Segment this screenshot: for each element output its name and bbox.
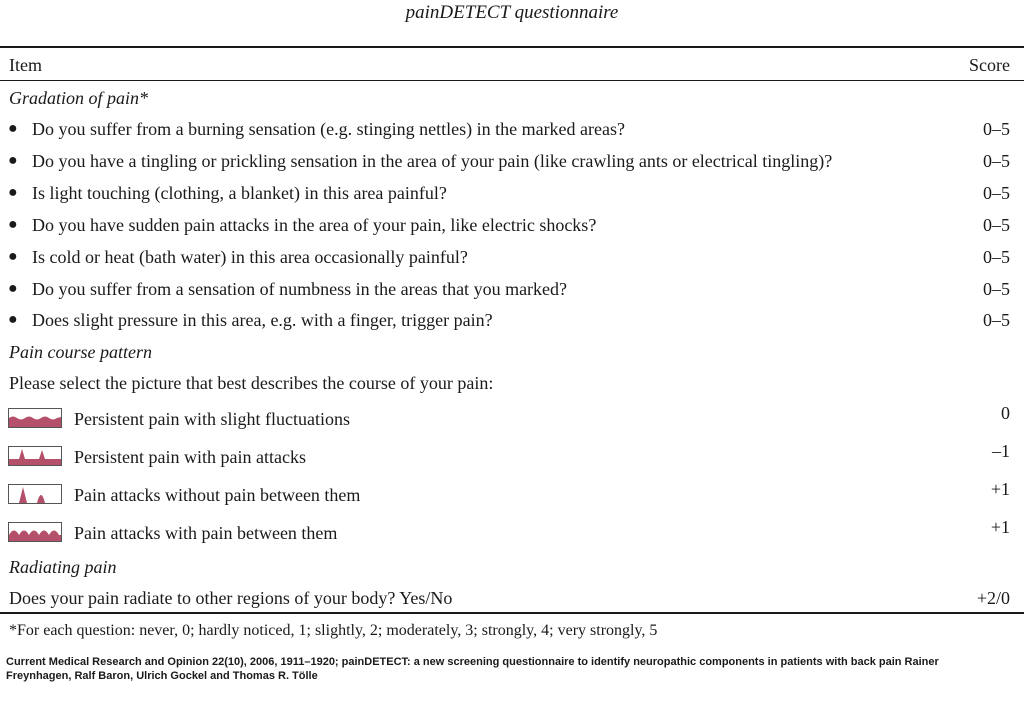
attacks-with-pain-icon — [8, 522, 62, 542]
list-item: ● Is light touching (clothing, a blanket) in this area painful? 0–5 — [8, 183, 1010, 203]
list-item: ● Do you have a tingling or prickling sensation in the area of your pain (like crawling ants or electrical tingling)? 0–5 — [8, 151, 1010, 171]
radiating-item: Does your pain radiate to other regions of your body? Yes/No +2/0 — [9, 588, 1010, 608]
persistent-fluctuation-icon — [8, 408, 62, 428]
table-header-rule — [0, 80, 1024, 81]
table-header — [0, 50, 1024, 80]
list-item: ● Do you suffer from a burning sensation (e.g. stinging nettles) in the marked areas? 0–5 — [8, 119, 1010, 139]
section-course: Pain course pattern — [9, 342, 152, 362]
pattern-option[interactable]: Persistent pain with pain attacks –1 — [0, 442, 1024, 472]
citation: Current Medical Research and Opinion 22(10), 2006, 1911–1920; painDETECT: a new screening questionnaire to identify neuropathic components in patients with back pain Rainer Freynhagen, Ralf Baron, Ulrich Gockel and Thomas R. Tölle — [6, 656, 939, 682]
page-title: painDETECT questionnaire — [405, 2, 619, 23]
table-bottom-rule — [0, 612, 1024, 614]
section-radiating: Radiating pain — [9, 557, 117, 577]
header-item: Item — [9, 55, 42, 75]
pattern-option[interactable]: Persistent pain with slight fluctuations 0 — [0, 404, 1024, 434]
footnote: *For each question: never, 0; hardly noticed, 1; slightly, 2; moderately, 3; strongly, 4; very strongly, 5 — [9, 622, 658, 639]
list-item: ● Do you have sudden pain attacks in the area of your pain, like electric shocks? 0–5 — [8, 215, 1010, 235]
pattern-option[interactable]: Pain attacks without pain between them +1 — [0, 480, 1024, 510]
list-item: ● Is cold or heat (bath water) in this area occasionally painful? 0–5 — [8, 247, 1010, 267]
header-score: Score — [969, 55, 1010, 75]
table-top-rule — [0, 46, 1024, 48]
course-prompt: Please select the picture that best describes the course of your pain: — [9, 373, 494, 393]
list-item: ● Does slight pressure in this area, e.g. with a finger, trigger pain? 0–5 — [8, 310, 1010, 330]
section-gradation: Gradation of pain* — [9, 88, 149, 108]
attacks-no-pain-icon — [8, 484, 62, 504]
persistent-attacks-icon — [8, 446, 62, 466]
list-item: ● Do you suffer from a sensation of numbness in the areas that you marked? 0–5 — [8, 279, 1010, 299]
pattern-option[interactable]: Pain attacks with pain between them +1 — [0, 518, 1024, 548]
